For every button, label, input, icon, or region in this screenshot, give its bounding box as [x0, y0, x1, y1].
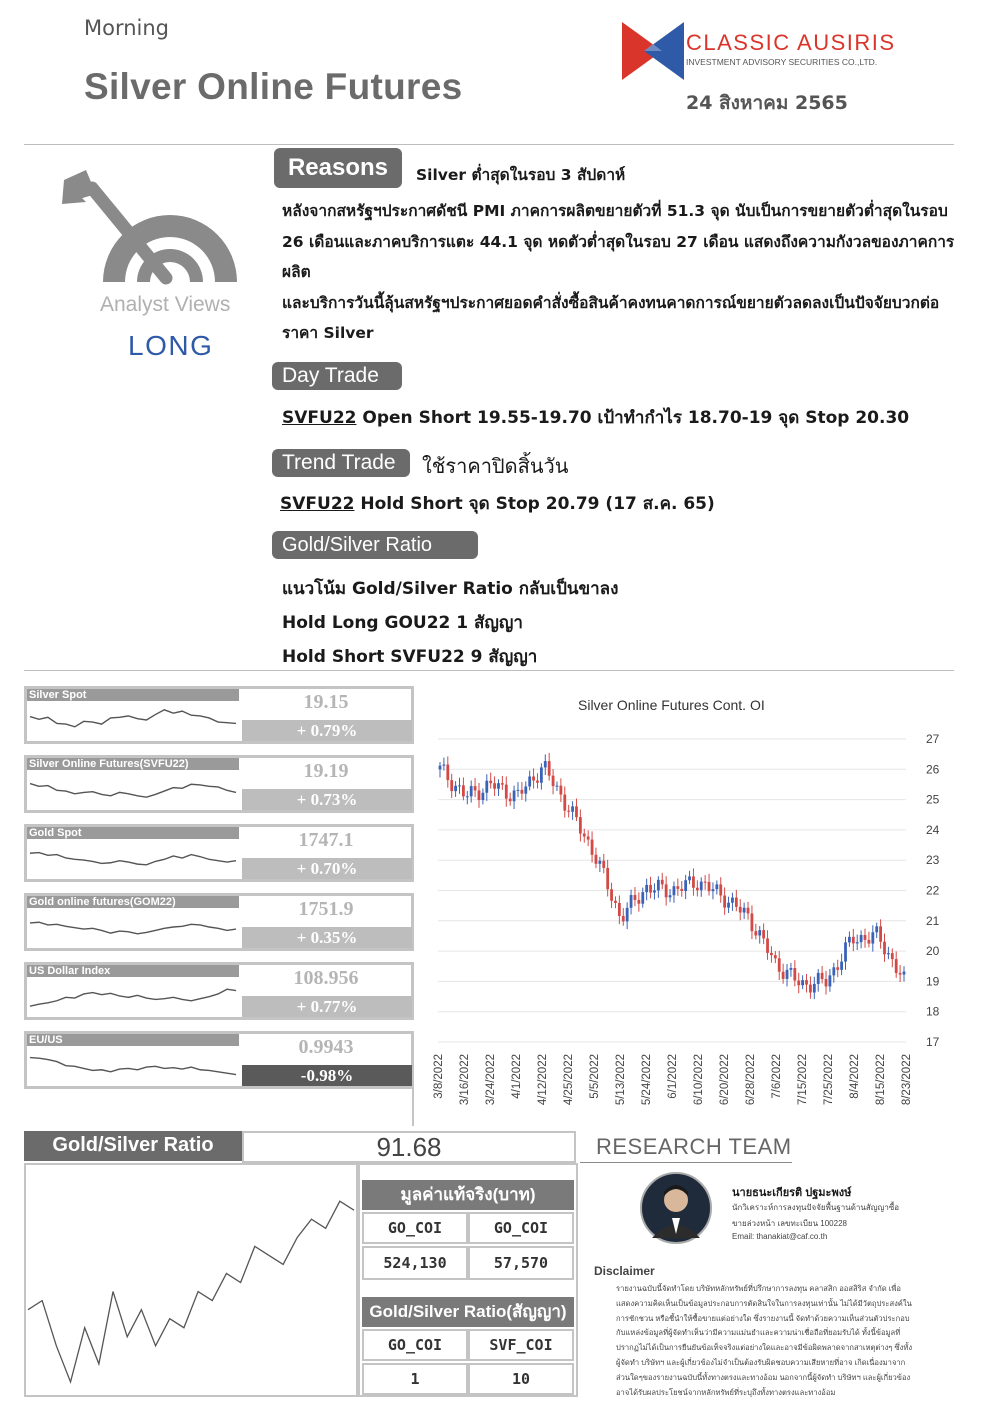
- candle-body: [466, 796, 469, 797]
- candle-body: [517, 790, 520, 791]
- true-value-val-1: 524,130: [362, 1246, 468, 1280]
- candle-body: [758, 930, 761, 935]
- candle-body: [497, 783, 500, 789]
- candle-body: [715, 884, 718, 889]
- candle-body: [770, 953, 773, 955]
- day-trade-label: Day Trade: [272, 362, 402, 390]
- candle-body: [567, 811, 570, 812]
- day-trade-line: [282, 404, 909, 431]
- candle-body: [489, 781, 492, 783]
- disclaimer-line: กับแหล่งข้อมูลที่ผู้จัดทำเห็นว่ามีความแม่นยำและความน่าเชื่อถือที่ยอมรับได้ ทั้งนี้ข้อมูลที่: [616, 1328, 901, 1338]
- market-change: + 0.79%: [242, 720, 412, 741]
- candle-body: [836, 967, 839, 970]
- disclaimer-line: การชักชวน หรือชี้นำให้ซื้อขายแต่อย่างใด ซึ่งรายงานนี้ จัดทำด้วยความเห็นส่วนตัวประกอบ: [616, 1313, 910, 1323]
- candle-body: [630, 895, 633, 908]
- x-tick-label: 3/8/2022: [433, 1054, 445, 1099]
- candle-body: [509, 799, 512, 802]
- gs-ratio-line: แนวโน้ม Gold/Silver Ratio กลับเป็นขาลง: [282, 579, 619, 599]
- market-value: 108.956: [293, 967, 359, 989]
- x-tick-label: 4/1/2022: [511, 1054, 523, 1099]
- reasons-line: 26 เดือนและภาคบริการแตะ 44.1 จุด หดตัวต่ำสุดในรอบ 27 เดือน แสดงถึงความกังวลของภาคการผลิต: [282, 232, 955, 281]
- candle-body: [618, 903, 621, 916]
- market-label: Silver Spot: [27, 689, 239, 701]
- analyst-title-line-1: นักวิเคราะห์การลงทุนปัจจัยพื้นฐานด้านสัญญาซื้อ: [732, 1203, 900, 1212]
- y-tick-label: 21: [926, 913, 940, 928]
- candle-body: [610, 889, 613, 901]
- market-panel-gold-futures: [24, 893, 414, 951]
- market-value: 1751.9: [298, 898, 354, 920]
- reasons-line: และบริการวันนี้ลุ้นสหรัฐฯประกาศยอดคำสั่งซื้อสินค้าคงทนคาดการณ์ขยายตัวลดลงเป็นปัจจัยบวกต่อ: [282, 293, 940, 312]
- y-tick-label: 18: [926, 1004, 940, 1019]
- panel-divider: [412, 1086, 414, 1126]
- x-tick-label: 6/28/2022: [745, 1054, 757, 1106]
- candle-body: [797, 980, 800, 985]
- market-label: Gold Spot: [27, 827, 239, 839]
- report-date: 24 สิงหาคม 2565: [686, 92, 848, 114]
- market-value: 1747.1: [298, 829, 354, 851]
- y-tick-label: 17: [926, 1035, 940, 1049]
- candle-body: [747, 908, 750, 914]
- candle-body: [485, 781, 488, 793]
- disclaimer-line: ผู้จัดทำ บริษัทฯ และผู้เกี่ยวข้องไม่จำเป็นต้องรับผิดชอบความเสียหายที่อาจ เกิดเนื่องมาจาก: [616, 1357, 906, 1367]
- report-title: Silver Online Futures: [84, 66, 463, 107]
- true-value-val-2: 57,570: [468, 1246, 574, 1280]
- ratio-value: 91.68: [376, 1132, 442, 1162]
- candle-body: [832, 967, 835, 975]
- candle-body: [626, 908, 629, 922]
- candle-body: [583, 834, 586, 837]
- candle-body: [813, 984, 816, 993]
- candle-body: [532, 776, 535, 780]
- gs-ratio-label: Gold/Silver Ratio: [272, 531, 478, 559]
- header-divider: [24, 144, 954, 145]
- candle-body: [801, 980, 804, 985]
- candle-body: [790, 968, 793, 970]
- candle-body: [829, 975, 832, 986]
- reasons-body: [282, 196, 982, 349]
- market-change: + 0.35%: [242, 927, 412, 948]
- disclaimer-line: ส่วนใดๆของรายงานฉบับนี้ทั้งทางตรงและทางอ้อม นอกจากนี้ผู้จัดทำ บริษัทฯ และผู้เกี่ยวข้อง: [616, 1372, 911, 1382]
- candle-body: [641, 892, 644, 904]
- research-underline: [580, 1162, 792, 1163]
- candle-body: [731, 898, 734, 903]
- y-tick-label: 22: [926, 883, 940, 898]
- candle-body: [634, 895, 637, 900]
- candle-body: [735, 898, 738, 907]
- x-tick-label: 7/15/2022: [797, 1054, 809, 1106]
- market-label: US Dollar Index: [27, 965, 239, 977]
- market-sparkline: [27, 979, 239, 1015]
- candle-body: [622, 916, 625, 921]
- x-tick-label: 6/1/2022: [667, 1054, 679, 1099]
- candle-body: [669, 895, 672, 897]
- candle-body: [552, 776, 555, 786]
- candle-body: [809, 985, 812, 993]
- market-label: EU/US: [27, 1034, 239, 1046]
- gs-ratio-body: [282, 572, 618, 674]
- analyst-views-caption: Analyst Views: [100, 293, 231, 316]
- candle-body: [598, 861, 601, 864]
- market-change: -0.98%: [242, 1065, 412, 1086]
- candle-body: [860, 935, 863, 942]
- market-sparkline: [27, 910, 239, 946]
- candle-body: [754, 931, 757, 935]
- gs-ratio-line: Hold Long GOU22 1 สัญญา: [282, 613, 523, 633]
- candle-body: [875, 926, 878, 932]
- market-sparkline: [27, 841, 239, 877]
- disclaimer-line: อาจได้รับผลประโยชน์จากหลักทรัพย์ที่ระบุถึงทั้งทางตรงและทางอ้อม: [616, 1387, 836, 1397]
- candle-body: [442, 765, 445, 766]
- sparkline-path: [30, 1058, 236, 1075]
- sparkline-path: [30, 922, 236, 934]
- candle-body: [879, 926, 882, 941]
- candle-body: [751, 913, 754, 931]
- candle-body: [856, 942, 859, 943]
- company-logo-mark: [622, 22, 684, 80]
- candle-body: [602, 861, 605, 868]
- candle-body: [708, 882, 711, 891]
- candle-body: [454, 786, 457, 791]
- candle-body: [899, 973, 902, 975]
- candle-body: [446, 765, 449, 781]
- sparkline-path: [30, 710, 236, 727]
- true-value-header: มูลค่าแท้จริง(บาท): [362, 1180, 574, 1210]
- candle-body: [895, 959, 898, 973]
- x-tick-label: 8/4/2022: [849, 1054, 861, 1099]
- candle-body: [614, 901, 617, 903]
- x-tick-label: 6/20/2022: [719, 1054, 731, 1106]
- candle-body: [883, 942, 886, 955]
- market-panel-eur-usd: [24, 1031, 414, 1089]
- x-tick-label: 8/23/2022: [901, 1054, 913, 1106]
- y-tick-label: 27: [926, 732, 940, 746]
- candle-body: [559, 786, 562, 795]
- candle-body: [704, 882, 707, 883]
- candle-body: [579, 817, 582, 833]
- x-tick-label: 4/25/2022: [563, 1054, 575, 1106]
- research-team-heading: RESEARCH TEAM: [596, 1134, 792, 1159]
- y-tick-label: 23: [926, 853, 940, 868]
- trend-trade-label: Trend Trade: [272, 449, 410, 477]
- candle-body: [700, 882, 703, 891]
- candle-body: [723, 896, 726, 908]
- y-tick-label: 19: [926, 974, 940, 989]
- candle-body: [606, 868, 609, 889]
- ratio-sparkline: [26, 1165, 356, 1395]
- candle-body: [684, 880, 687, 891]
- market-sparkline: [27, 1048, 239, 1084]
- sparkline-path: [30, 989, 236, 1006]
- candle-body: [762, 930, 765, 938]
- x-tick-label: 4/12/2022: [537, 1054, 549, 1106]
- market-panel-silver-futures: [24, 755, 414, 813]
- candle-body: [688, 876, 691, 880]
- candle-body: [778, 958, 781, 971]
- target-icon: [62, 170, 244, 292]
- market-panel-us-dollar-index: [24, 962, 414, 1020]
- candle-body: [556, 786, 559, 787]
- candle-body: [887, 953, 890, 954]
- true-value-col-1: GO_COI: [362, 1212, 468, 1244]
- candle-body: [727, 903, 730, 908]
- x-tick-label: 8/15/2022: [875, 1054, 887, 1106]
- candle-body: [665, 884, 668, 897]
- x-tick-label: 7/6/2022: [771, 1054, 783, 1099]
- candle-body: [696, 888, 699, 891]
- sparkline-path: [30, 853, 236, 865]
- candle-body: [903, 972, 906, 975]
- market-panel-silver-spot: [24, 686, 414, 744]
- x-tick-label: 6/10/2022: [693, 1054, 705, 1106]
- market-value: 19.15: [303, 691, 349, 713]
- candle-body: [852, 937, 855, 944]
- x-tick-label: 5/24/2022: [641, 1054, 653, 1106]
- ratio-contract-col-2: SVF_COI: [468, 1329, 574, 1361]
- ratio-contract-val-1: 1: [362, 1363, 468, 1395]
- candle-body: [680, 889, 683, 891]
- candle-body: [524, 786, 527, 793]
- reasons-line: หลังจากสหรัฐฯประกาศดัชนี PMI ภาคการผลิตขยายตัวที่ 51.3 จุด นับเป็นการขยายตัวต่ำสุดในรอบ: [282, 202, 948, 220]
- market-value: 19.19: [303, 760, 349, 782]
- candle-body: [766, 938, 769, 952]
- trend-trade-text: Hold Short จุด Stop 20.79 (17 ส.ค. 65): [354, 494, 715, 514]
- analyst-title-line-2: ขายล่วงหน้า เลขทะเบียน 100228: [732, 1219, 847, 1228]
- candle-body: [544, 761, 547, 767]
- candle-body: [528, 776, 531, 786]
- market-change: + 0.70%: [242, 858, 412, 879]
- candle-body: [649, 885, 652, 893]
- candle-body: [645, 885, 648, 892]
- disclaimer-line: แสดงความคิดเห็นเป็นข้อมูลประกอบการตัดสินใจในการลงทุนเท่านั้น ไม่ได้มีวัตถุประสงค์ใน: [616, 1298, 912, 1308]
- candle-body: [844, 942, 847, 961]
- x-tick-label: 3/16/2022: [459, 1054, 471, 1106]
- candle-body: [817, 973, 820, 984]
- candle-body: [825, 979, 828, 986]
- disclaimer-line: รายงานฉบับนี้จัดทำโดย บริษัทหลักทรัพย์ที่ปรึกษาการลงทุน คลาสสิก ออสสิริส จำกัด เพื่อ: [616, 1284, 901, 1293]
- candle-body: [719, 884, 722, 895]
- candle-body: [595, 855, 598, 864]
- x-tick-label: 5/5/2022: [589, 1054, 601, 1099]
- candle-body: [774, 955, 777, 958]
- candle-body: [891, 953, 894, 959]
- sparkline-path: [30, 784, 236, 798]
- disclaimer-body: [616, 1282, 936, 1400]
- reasons-line: ราคา Silver: [282, 324, 374, 342]
- gs-ratio-line: Hold Short SVFU22 9 สัญญา: [282, 647, 538, 667]
- candle-body: [563, 795, 566, 811]
- candle-body: [520, 790, 523, 794]
- market-label: Silver Online Futures(SVFU22): [27, 758, 239, 770]
- candle-body: [786, 970, 789, 979]
- candle-body: [571, 806, 574, 811]
- y-tick-label: 24: [926, 822, 940, 837]
- ratio-contract-val-2: 10: [468, 1363, 574, 1395]
- candle-body: [743, 908, 746, 913]
- candle-body: [673, 886, 676, 895]
- candle-body: [458, 785, 461, 786]
- candle-body: [848, 937, 851, 943]
- candle-body: [536, 781, 539, 783]
- candle-body: [840, 962, 843, 970]
- market-change: + 0.77%: [242, 996, 412, 1017]
- candle-body: [864, 935, 867, 940]
- candle-body: [712, 889, 715, 891]
- ratio-label: Gold/Silver Ratio: [52, 1134, 214, 1156]
- market-value: 0.9943: [298, 1036, 354, 1058]
- candle-body: [637, 900, 640, 904]
- candle-body: [575, 806, 578, 817]
- oi-chart: [426, 724, 958, 1126]
- candle-body: [782, 972, 785, 979]
- y-tick-label: 26: [926, 762, 940, 777]
- trend-trade-note: ใช้ราคาปิดสิ้นวัน: [422, 454, 569, 478]
- market-panel-gold-spot: [24, 824, 414, 882]
- ratio-sparkline-path: [28, 1201, 354, 1382]
- oi-chart-title: Silver Online Futures Cont. OI: [578, 697, 765, 713]
- analyst-email: Email: thanakiat@caf.co.th: [732, 1232, 828, 1241]
- trend-trade-line: [280, 490, 715, 517]
- y-tick-label: 25: [926, 792, 940, 807]
- report-kicker: Morning: [84, 16, 170, 40]
- candle-body: [868, 940, 871, 944]
- candle-body: [657, 880, 660, 890]
- candle-body: [587, 836, 590, 839]
- candle-body: [871, 932, 874, 943]
- candle-body: [821, 973, 824, 979]
- section-divider: [24, 670, 954, 671]
- candle-body: [474, 786, 477, 790]
- market-label: Gold online futures(GOM22): [27, 896, 239, 908]
- x-tick-label: 5/13/2022: [615, 1054, 627, 1106]
- candle-body: [470, 786, 473, 796]
- candle-body: [548, 761, 551, 776]
- candle-body: [661, 880, 664, 885]
- day-trade-text: Open Short 19.55-19.70 เป้าทำกำไร 18.70-19 จุด Stop 20.30: [356, 408, 910, 428]
- day-trade-ticker: SVFU22: [282, 408, 357, 428]
- candle-body: [513, 791, 516, 802]
- disclaimer-title: Disclaimer: [594, 1264, 655, 1278]
- candle-body: [676, 886, 679, 889]
- y-tick-label: 20: [926, 944, 940, 959]
- true-value-col-2: GO_COI: [468, 1212, 574, 1244]
- ratio-contract-col-1: GO_COI: [362, 1329, 468, 1361]
- candle-body: [478, 790, 481, 800]
- candle-body: [450, 780, 453, 791]
- ratio-contract-header: Gold/Silver Ratio(สัญญา): [362, 1297, 574, 1327]
- market-sparkline: [27, 772, 239, 808]
- candle-body: [493, 783, 496, 788]
- analyst-view-label: LONG: [128, 330, 214, 361]
- market-sparkline: [27, 703, 239, 739]
- analyst-avatar: [640, 1172, 712, 1244]
- candle-body: [793, 968, 796, 980]
- candle-body: [591, 840, 594, 855]
- candle-body: [540, 767, 543, 782]
- analyst-name: นายธนะเกียรติ ปฐมะพงษ์: [732, 1187, 852, 1199]
- candle-body: [481, 793, 484, 800]
- x-tick-label: 7/25/2022: [823, 1054, 835, 1106]
- market-change: + 0.73%: [242, 789, 412, 810]
- candle-body: [505, 785, 508, 799]
- candle-body: [739, 907, 742, 913]
- trend-trade-ticker: SVFU22: [280, 494, 355, 514]
- reasons-headline: Silver ต่ำสุดในรอบ 3 สัปดาห์: [416, 166, 626, 184]
- company-logo-subtitle: INVESTMENT ADVISORY SECURITIES CO.,LTD.: [686, 57, 878, 67]
- reasons-label: Reasons: [274, 148, 402, 188]
- company-logo-name: CLASSIC AUSIRIS: [686, 30, 896, 55]
- candle-body: [462, 785, 465, 796]
- x-tick-label: 3/24/2022: [485, 1054, 497, 1106]
- candle-body: [805, 980, 808, 984]
- candle-body: [692, 876, 695, 887]
- disclaimer-line: ปรากฏไม่ได้เป็นการยืนยันข้อเท็จจริงแต่อย่างใดและอาจมีข้อผิดพลาดจากสาเหตุต่างๆ ซึ่งทั้ง: [616, 1343, 913, 1353]
- candle-body: [501, 783, 504, 784]
- candle-body: [439, 766, 442, 770]
- candle-body: [653, 890, 656, 892]
